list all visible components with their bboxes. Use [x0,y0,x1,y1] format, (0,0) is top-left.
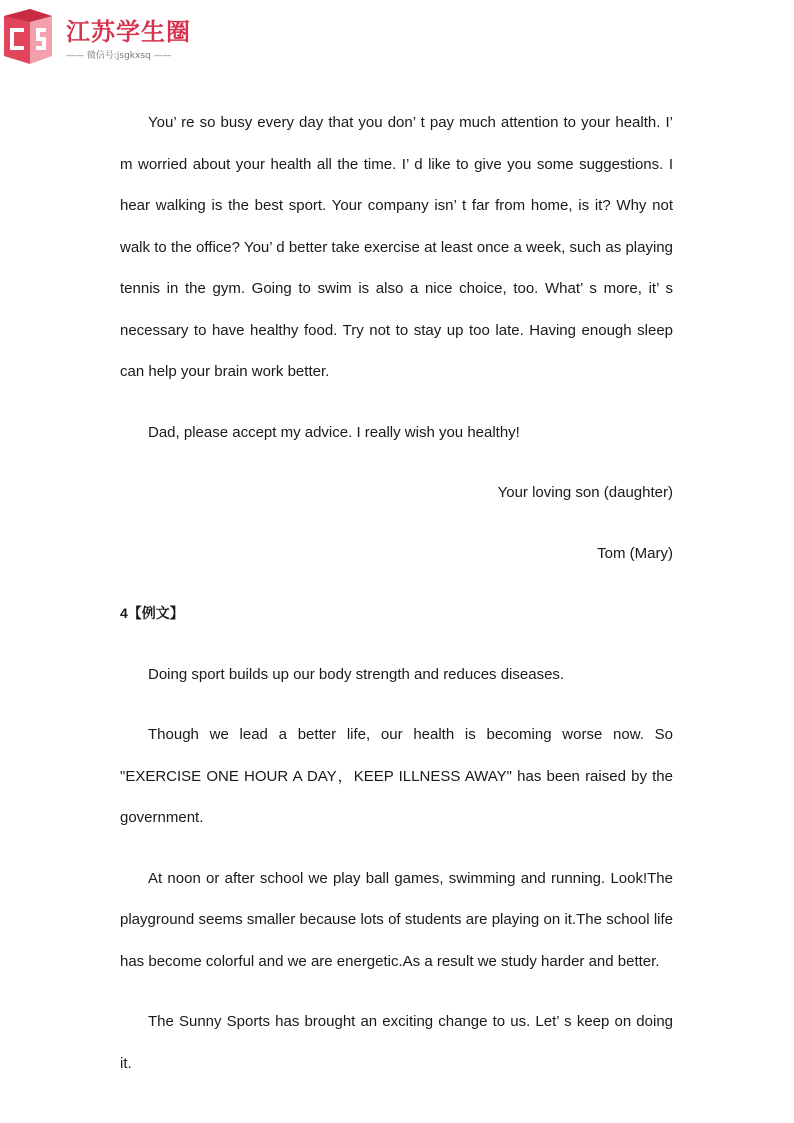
document-body [120,102,673,1084]
paragraph-gap [120,453,673,472]
paragraph-gap [120,635,673,654]
essay-paragraph-1: Doing sport builds up our body strength and reduces diseases. [148,665,565,683]
paragraph-gap [120,393,673,412]
logo-title: 江苏学生圈 [66,18,191,46]
essay-paragraph-4: The Sunny Sports has brought an exciting change to us. Let’ s keep on doing it. [120,1013,673,1072]
paragraph-gap [120,695,673,714]
letter-paragraph-2: Dad, please accept my advice. I really wish you healthy! [148,423,520,441]
paragraph-gap [120,839,673,858]
paragraph-gap [120,982,673,1001]
essay-paragraph-3: At noon or after school we play ball games, swimming and running. Look!The playground seems smaller because lots of students are playing on it.The school life has become colorful and we are energetic.As a result we study harder and better. [120,869,673,970]
letter-closing: Your loving son (daughter) [497,484,673,501]
letter-paragraph-1: You’ re so busy every day that you don’ t pay much attention to your health. I’ m worried about your health all the time. I’ d like to give you some suggestions. I hear walking is the best sport. Your company isn’ t far from home, is it? Why not walk to the office? You’ d better take exercise at least once a week, such as playing tennis in the gym. Going to swim is also a nice choice, too. What’ s more, it’ s necessary to have healthy food. Try not to stay up too late. Having enough sleep can help your brain work better. [120,114,673,380]
logo-subtitle: —— 微信号:jsgkxsq —— [66,51,172,61]
essay-heading: 4【例文】 [120,605,184,621]
letter-signature: Tom (Mary) [597,544,673,562]
site-logo [0,6,220,70]
paragraph-gap [120,514,673,533]
paragraph-gap [120,574,673,593]
logo-mark-icon [0,6,56,68]
essay-paragraph-2: Though we lead a better life, our health is becoming worse now. So "EXERCISE ONE HOUR A DAY，KEEP ILLNESS AWAY" has been raised by the government. [120,726,673,826]
